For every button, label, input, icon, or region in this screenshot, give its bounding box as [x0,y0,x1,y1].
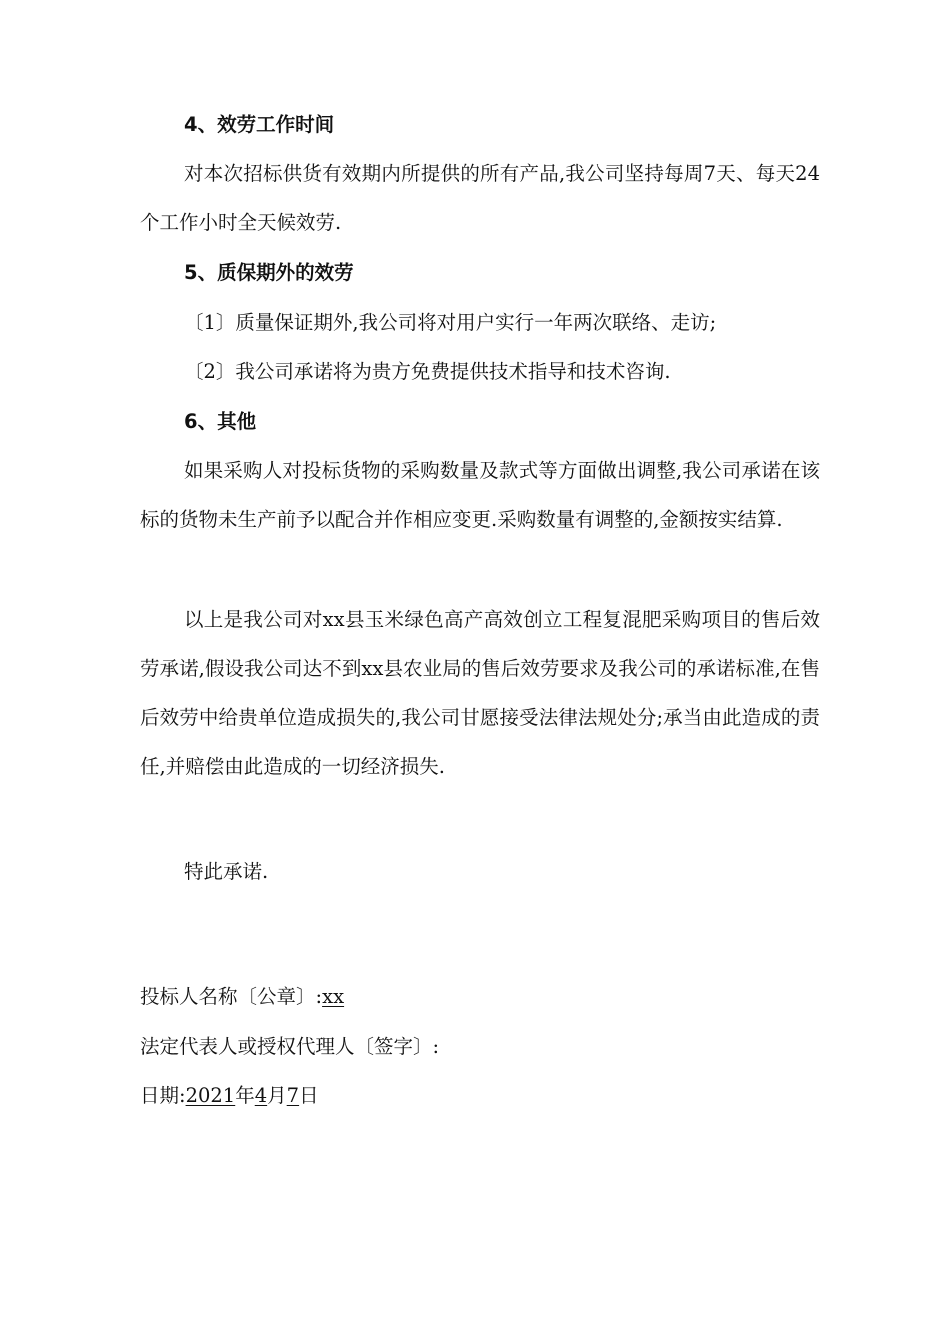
section-6-paragraph-1-block [140,446,820,544]
representative-label: 法定代表人或授权代理人〔签字〕: [140,1035,440,1058]
closing-statement: 特此承诺. [184,860,269,883]
section-4-paragraph [140,149,820,247]
date-month-unit: 月 [267,1084,287,1107]
section-4-heading: 4、效劳工作时间 [184,113,335,136]
bidder-name-label: 投标人名称〔公章〕: [140,985,323,1008]
section-5-heading: 5、质保期外的效劳 [184,261,354,284]
date-day: 7 [286,1084,300,1107]
bidder-name-line [140,972,344,1021]
date-month: 4 [254,1084,268,1107]
section-6-heading: 6、其他 [184,410,257,433]
section-5-item-1: 〔1〕质量保证期外,我公司将对用户实行一年两次联络、走访; [184,311,717,334]
date-year: 2021 [185,1084,236,1107]
date-day-unit: 日 [299,1084,319,1107]
date-label: 日期: [140,1084,186,1107]
adjustment-paragraph: 如果采购人对投标货物的采购数量及款式等方面做出调整,我公司承诺在该标的货物未生产前予以配合并作相应变更.采购数量有调整的,金额按实结算. [140,459,820,531]
bidder-name-value: xx [322,985,345,1008]
service-time-text: 对本次招标供货有效期内所提供的所有产品,我公司坚持每周7天、每天24个工作小时全天候效劳. [140,162,820,234]
commitment-paragraph: 以上是我公司对xx县玉米绿色高产高效创立工程复混肥采购项目的售后效劳承诺,假设我公司达不到xx县农业局的售后效劳要求及我公司的承诺标准,在售后效劳中给贵单位造成损失的,我公司甘愿接受法律法规处分;承当由此造成的责任,并赔偿由此造成的一切经济损失. [140,608,820,778]
date-line [140,1071,319,1120]
section-6-paragraph-2-block [140,595,820,791]
date-year-unit: 年 [235,1084,255,1107]
representative-line [140,1022,439,1071]
section-5-item-2: 〔2〕我公司承诺将为贵方免费提供技术指导和技术咨询. [184,360,671,383]
